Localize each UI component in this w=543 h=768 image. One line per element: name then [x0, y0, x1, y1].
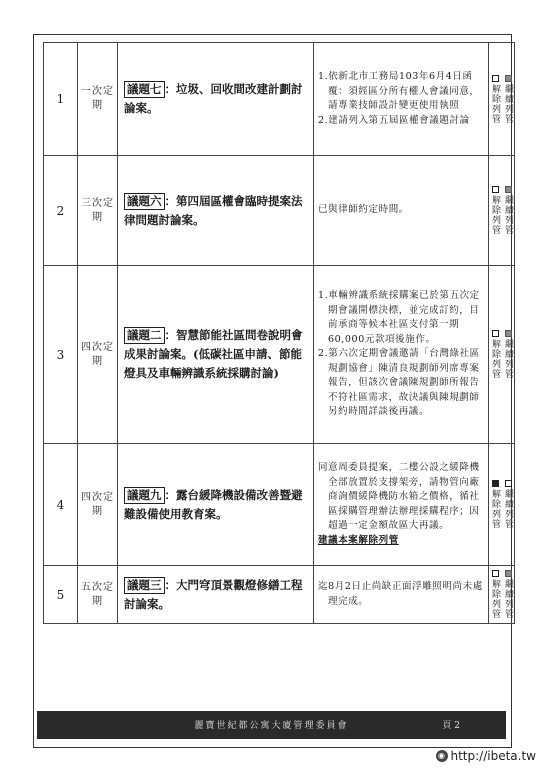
status-cell [489, 266, 515, 444]
status-label-remove: 解除列管 [490, 489, 500, 529]
result-cell [314, 43, 489, 156]
status-option-remove [490, 75, 500, 124]
checkbox-icon [505, 186, 512, 193]
topic-text: ：第四屆區權會臨時提案法律問題討論案。 [124, 193, 303, 227]
result-item: 已與律師約定時間。 [318, 204, 409, 216]
checkbox-icon [492, 570, 499, 577]
row-number: 1 [44, 43, 78, 156]
topic-cell [118, 156, 314, 266]
result-item: 2.建請列入第五屆區權會議題討論 [318, 114, 470, 126]
status-label-continue: 繼續列管 [503, 489, 513, 529]
row-number: 5 [44, 566, 78, 624]
result-cell [314, 156, 489, 266]
status-option-continue [503, 480, 513, 529]
table-row [44, 156, 515, 266]
watermark [433, 748, 540, 764]
topic-text: ：大門穹頂景觀燈修繕工程討論案。 [124, 577, 303, 611]
footer-title: 麗寶世紀都公寓大廈管理委員會 [194, 721, 349, 731]
table-row [44, 266, 515, 444]
checkbox-icon [505, 480, 512, 487]
status-cell [489, 444, 515, 566]
status-cell [489, 156, 515, 266]
session-cell: 一次定期 [78, 43, 118, 156]
topic-text: ：露台緩降機設備改善暨避難設備使用教育案。 [124, 487, 303, 521]
status-label-remove: 解除列管 [490, 195, 500, 235]
result-item: 1.依新北市工務局103年6月4日函覆：須經區分所有權人會議同意，請專業技師設計變更使用執照 [318, 71, 480, 111]
checkbox-icon [492, 75, 499, 82]
status-option-remove [490, 480, 500, 529]
status-option-continue [503, 330, 513, 379]
result-item: 同意周委員提案，二樓公設之緩降機全部放置於支撐架旁，請物管向廠商詢價緩降機防水箱之價格，循社區採購管理辦法辦理採購程序；因超過一定金額故區大再議。 [318, 462, 480, 531]
status-label-continue: 繼續列管 [503, 195, 513, 235]
result-cell [314, 566, 489, 624]
topic-label: 議題六 [124, 193, 165, 210]
topic-label: 議題三 [124, 577, 165, 594]
status-cell [489, 566, 515, 624]
status-option-continue [503, 570, 513, 619]
status-label-continue: 繼續列管 [503, 579, 513, 619]
session-cell: 五次定期 [78, 566, 118, 624]
checkbox-icon [505, 570, 512, 577]
table-row [44, 444, 515, 566]
session-cell: 四次定期 [78, 266, 118, 444]
checkbox-icon [492, 330, 499, 337]
footer-bar [37, 711, 506, 739]
checkbox-icon [492, 480, 499, 487]
topic-cell [118, 266, 314, 444]
result-emphasis: 建議本案解除列管 [318, 534, 399, 546]
checkbox-icon [505, 330, 512, 337]
checkbox-icon [505, 75, 512, 82]
result-item: 1.車輛辨識系統採購案已於第五次定期會議開標決標，並完成訂約，目前承商等候本社區支付第一期60,000元款項後施作。 [318, 290, 480, 345]
table-row [44, 43, 515, 156]
status-label-remove: 解除列管 [490, 83, 500, 124]
topic-label: 議題二 [124, 327, 165, 344]
status-option-continue [503, 75, 513, 124]
topic-cell [118, 444, 314, 566]
session-cell: 四次定期 [78, 444, 118, 566]
topic-cell [118, 566, 314, 624]
result-cell [314, 266, 489, 444]
tracking-table [43, 42, 515, 624]
result-item: 迄8月2日止尚缺正面浮雕照明尚未處理完成。 [318, 581, 483, 607]
status-label-remove: 解除列管 [490, 579, 500, 619]
status-cell [489, 43, 515, 156]
status-option-remove [490, 570, 500, 619]
topic-label: 議題七 [124, 81, 165, 98]
status-label-continue: 繼續列管 [503, 339, 513, 379]
row-number: 4 [44, 444, 78, 566]
row-number: 2 [44, 156, 78, 266]
topic-cell [118, 43, 314, 156]
status-option-continue [503, 186, 513, 235]
status-label-continue: 繼續列管 [503, 83, 513, 124]
session-cell: 三次定期 [78, 156, 118, 266]
result-cell [314, 444, 489, 566]
topic-text: ：垃圾、回收間改建計劃討論案。 [124, 82, 303, 115]
topic-label: 議題九 [124, 487, 165, 504]
topic-text: ：智慧節能社區問卷說明會成果討論案。(低碳社區申請、節能燈具及車輛辨識系統採購討論) [124, 328, 303, 380]
table-row [44, 566, 515, 624]
checkbox-icon [492, 186, 499, 193]
status-label-remove: 解除列管 [490, 339, 500, 379]
watermark-logo-icon: ◉ [436, 750, 448, 762]
row-number: 3 [44, 266, 78, 444]
status-option-remove [490, 186, 500, 235]
result-item: 2.第六次定期會議邀請「台灣綠社區規劃協會」陳清良規劃師列席專案報告，但該次會議陳規劃師所報告不符社區需求，故決議與陳規劃師另約時間詳談後再議。 [318, 348, 480, 418]
page-number: 頁 2 [442, 721, 460, 731]
status-option-remove [490, 330, 500, 379]
watermark-text: http://ibeta.tw [450, 749, 536, 763]
